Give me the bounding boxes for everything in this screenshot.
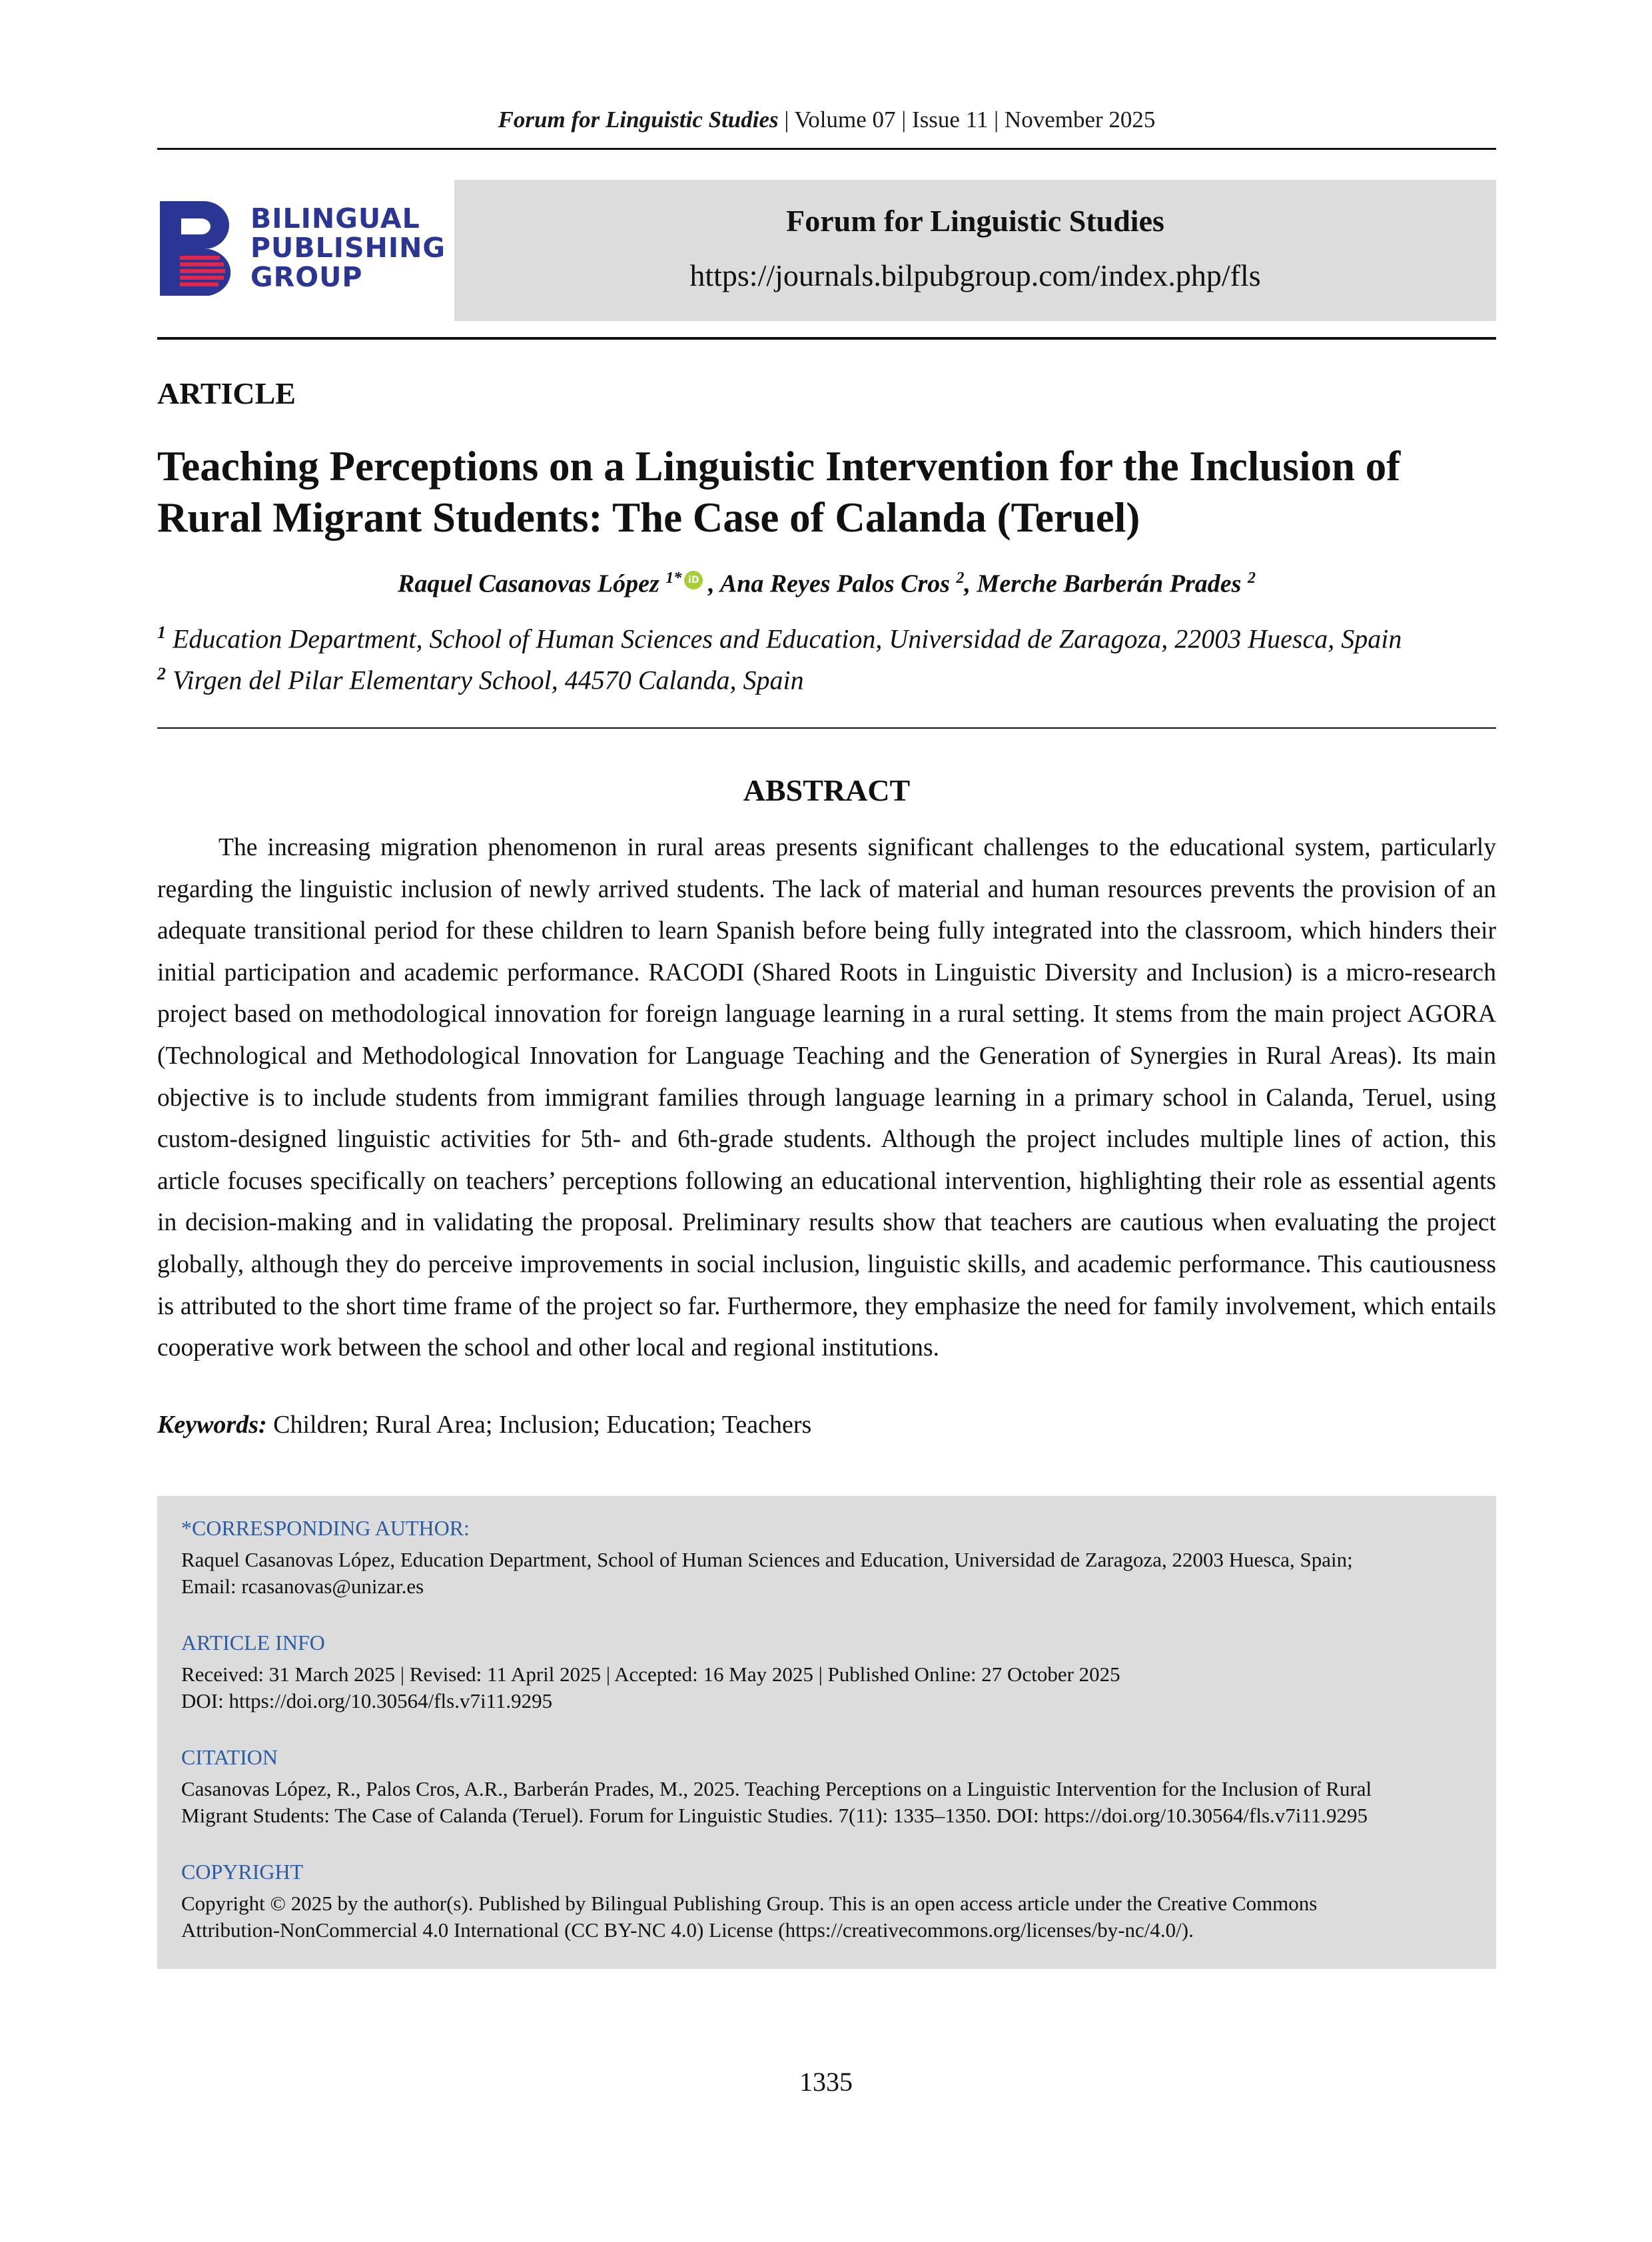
issue-info: | Volume 07 | Issue 11 | November 2025 [778, 107, 1156, 133]
banner-journal-title: Forum for Linguistic Studies [786, 204, 1164, 238]
author-name: Ana Reyes Palos Cros [719, 569, 951, 598]
publisher-logo-icon [157, 198, 244, 298]
affiliation [157, 617, 1496, 655]
logo-line-1: BILINGUAL [250, 202, 420, 234]
article-info-text [181, 1661, 1472, 1714]
copyright-line: Copyright © 2025 by the author(s). Published by Bilingual Publishing Group. This is an open access article under the Creative Commons [181, 1892, 1318, 1915]
article-dates: Received: 31 March 2025 | Revised: 11 April 2025 | Accepted: 16 May 2025 | Published Online: 27 October 2025 [181, 1663, 1120, 1686]
logo-line-3: GROUP [250, 261, 363, 293]
keywords-label: Keywords: [157, 1411, 267, 1439]
keywords [157, 1408, 1496, 1441]
article-info-heading: ARTICLE INFO [181, 1631, 325, 1655]
corresponding-author-text [181, 1547, 1472, 1600]
running-header [157, 107, 1496, 133]
header-rule [157, 148, 1496, 150]
copyright-license-link[interactable]: Attribution-NonCommercial 4.0 International (CC BY-NC 4.0) License (https://creativecommons.org/licenses/by-nc/4.0/). [181, 1918, 1194, 1942]
title-line-1: Teaching Perceptions on a Linguistic Intervention for the Inclusion of [157, 443, 1401, 490]
affiliation-number: 2 [157, 664, 166, 683]
article-title [157, 441, 1496, 544]
article-doi-link[interactable]: DOI: https://doi.org/10.30564/fls.v7i11.9295 [181, 1689, 553, 1712]
author-name: Raquel Casanovas López [398, 569, 659, 598]
affiliation-number: 1 [157, 623, 166, 642]
citation-line: Migrant Students: The Case of Calanda (Teruel). Forum for Linguistic Studies. 7(11): 1335–1350. DOI: https://doi.org/10.30564/fls.v7i11.9295 [181, 1804, 1368, 1827]
affiliation-rule [157, 727, 1496, 729]
citation-text [181, 1776, 1472, 1829]
copyright-heading: COPYRIGHT [181, 1860, 304, 1884]
author-list: Raquel Casanovas López $^{1*}$ iD , Ana Reyes Palos Cros $^2$, Merche Barberán Prades $^2$ [398, 569, 1256, 598]
corresponding-author-heading: *CORRESPONDING AUTHOR: [181, 1516, 470, 1540]
affiliation [157, 658, 1496, 696]
author-affiliation-mark: 1* [665, 569, 682, 587]
journal-banner [454, 180, 1496, 321]
corresponding-author-email[interactable]: Email: rcasanovas@unizar.es [181, 1575, 424, 1598]
abstract-heading: ABSTRACT [743, 773, 911, 807]
page-number: 1335 [799, 2067, 853, 2097]
article-type-label: ARTICLE [157, 376, 296, 410]
journal-url-link[interactable]: https://journals.bilpubgroup.com/index.php/fls [689, 258, 1261, 292]
author-affiliation-mark: 2 [956, 569, 965, 587]
journal-name: Forum for Linguistic Studies [498, 107, 779, 133]
copyright-text [181, 1890, 1472, 1944]
corresponding-author-line: Raquel Casanovas López, Education Department, School of Human Sciences and Education, Universidad de Zaragoza, 22003 Huesca, Spain; [181, 1548, 1353, 1571]
publisher-logo[interactable] [157, 198, 450, 298]
affiliation-text: Virgen del Pilar Elementary School, 44570 Calanda, Spain [173, 665, 804, 695]
affiliation-text: Education Department, School of Human Sciences and Education, Universidad de Zaragoza, 22003 Huesca, Spain [173, 623, 1402, 654]
citation-heading: CITATION [181, 1745, 278, 1769]
keywords-list: Children; Rural Area; Inclusion; Education; Teachers [273, 1411, 812, 1439]
author-affiliation-mark: 2 [1247, 569, 1256, 587]
publisher-logo-text [250, 204, 446, 292]
orcid-icon[interactable]: iD [684, 571, 703, 589]
logo-line-2: PUBLISHING [250, 232, 446, 264]
article-info-box [157, 1496, 1496, 1969]
author-name: Merche Barberán Prades [977, 569, 1242, 598]
banner-rule [157, 337, 1496, 340]
title-line-2: Rural Migrant Students: The Case of Calanda (Teruel) [157, 494, 1140, 541]
citation-line: Casanovas López, R., Palos Cros, A.R., Barberán Prades, M., 2025. Teaching Perceptions on a Linguistic Intervention for the Inclusion of Rural [181, 1777, 1372, 1800]
abstract-body: The increasing migration phenomenon in rural areas presents significant challenges to the educational system, particularly regarding the linguistic inclusion of newly arrived students. The lack of material and human resources prevents the provision of an adequate transitional period for these children to learn Spanish before being fully integrated into the classroom, which hinders their initial participation and academic performance. RACODI (Shared Roots in Linguistic Diversity and Inclusion) is a micro-research project based on methodological innovation for foreign language learning in a rural setting. It stems from the main project AGORA (Technological and Methodological Innovation for Language Teaching and the Generation of Synergies in Rural Areas). Its main objective is to include students from immigrant families through language learning in a primary school in Calanda, Teruel, using custom-designed linguistic activities for 5th- and 6th-grade students. Although the project includes multiple lines of action, this article focuses specifically on teachers’ perceptions following an educational intervention, highlighting their role as essential agents in decision-making and in validating the proposal. Preliminary results show that teachers are cautious when evaluating the project globally, although they do perceive improvements in social inclusion, linguistic skills, and academic performance. This cautiousness is attributed to the short time frame of the project so far. Furthermore, they emphasize the need for family involvement, which entails cooperative work between the school and other local and regional institutions. [157, 834, 1496, 1362]
